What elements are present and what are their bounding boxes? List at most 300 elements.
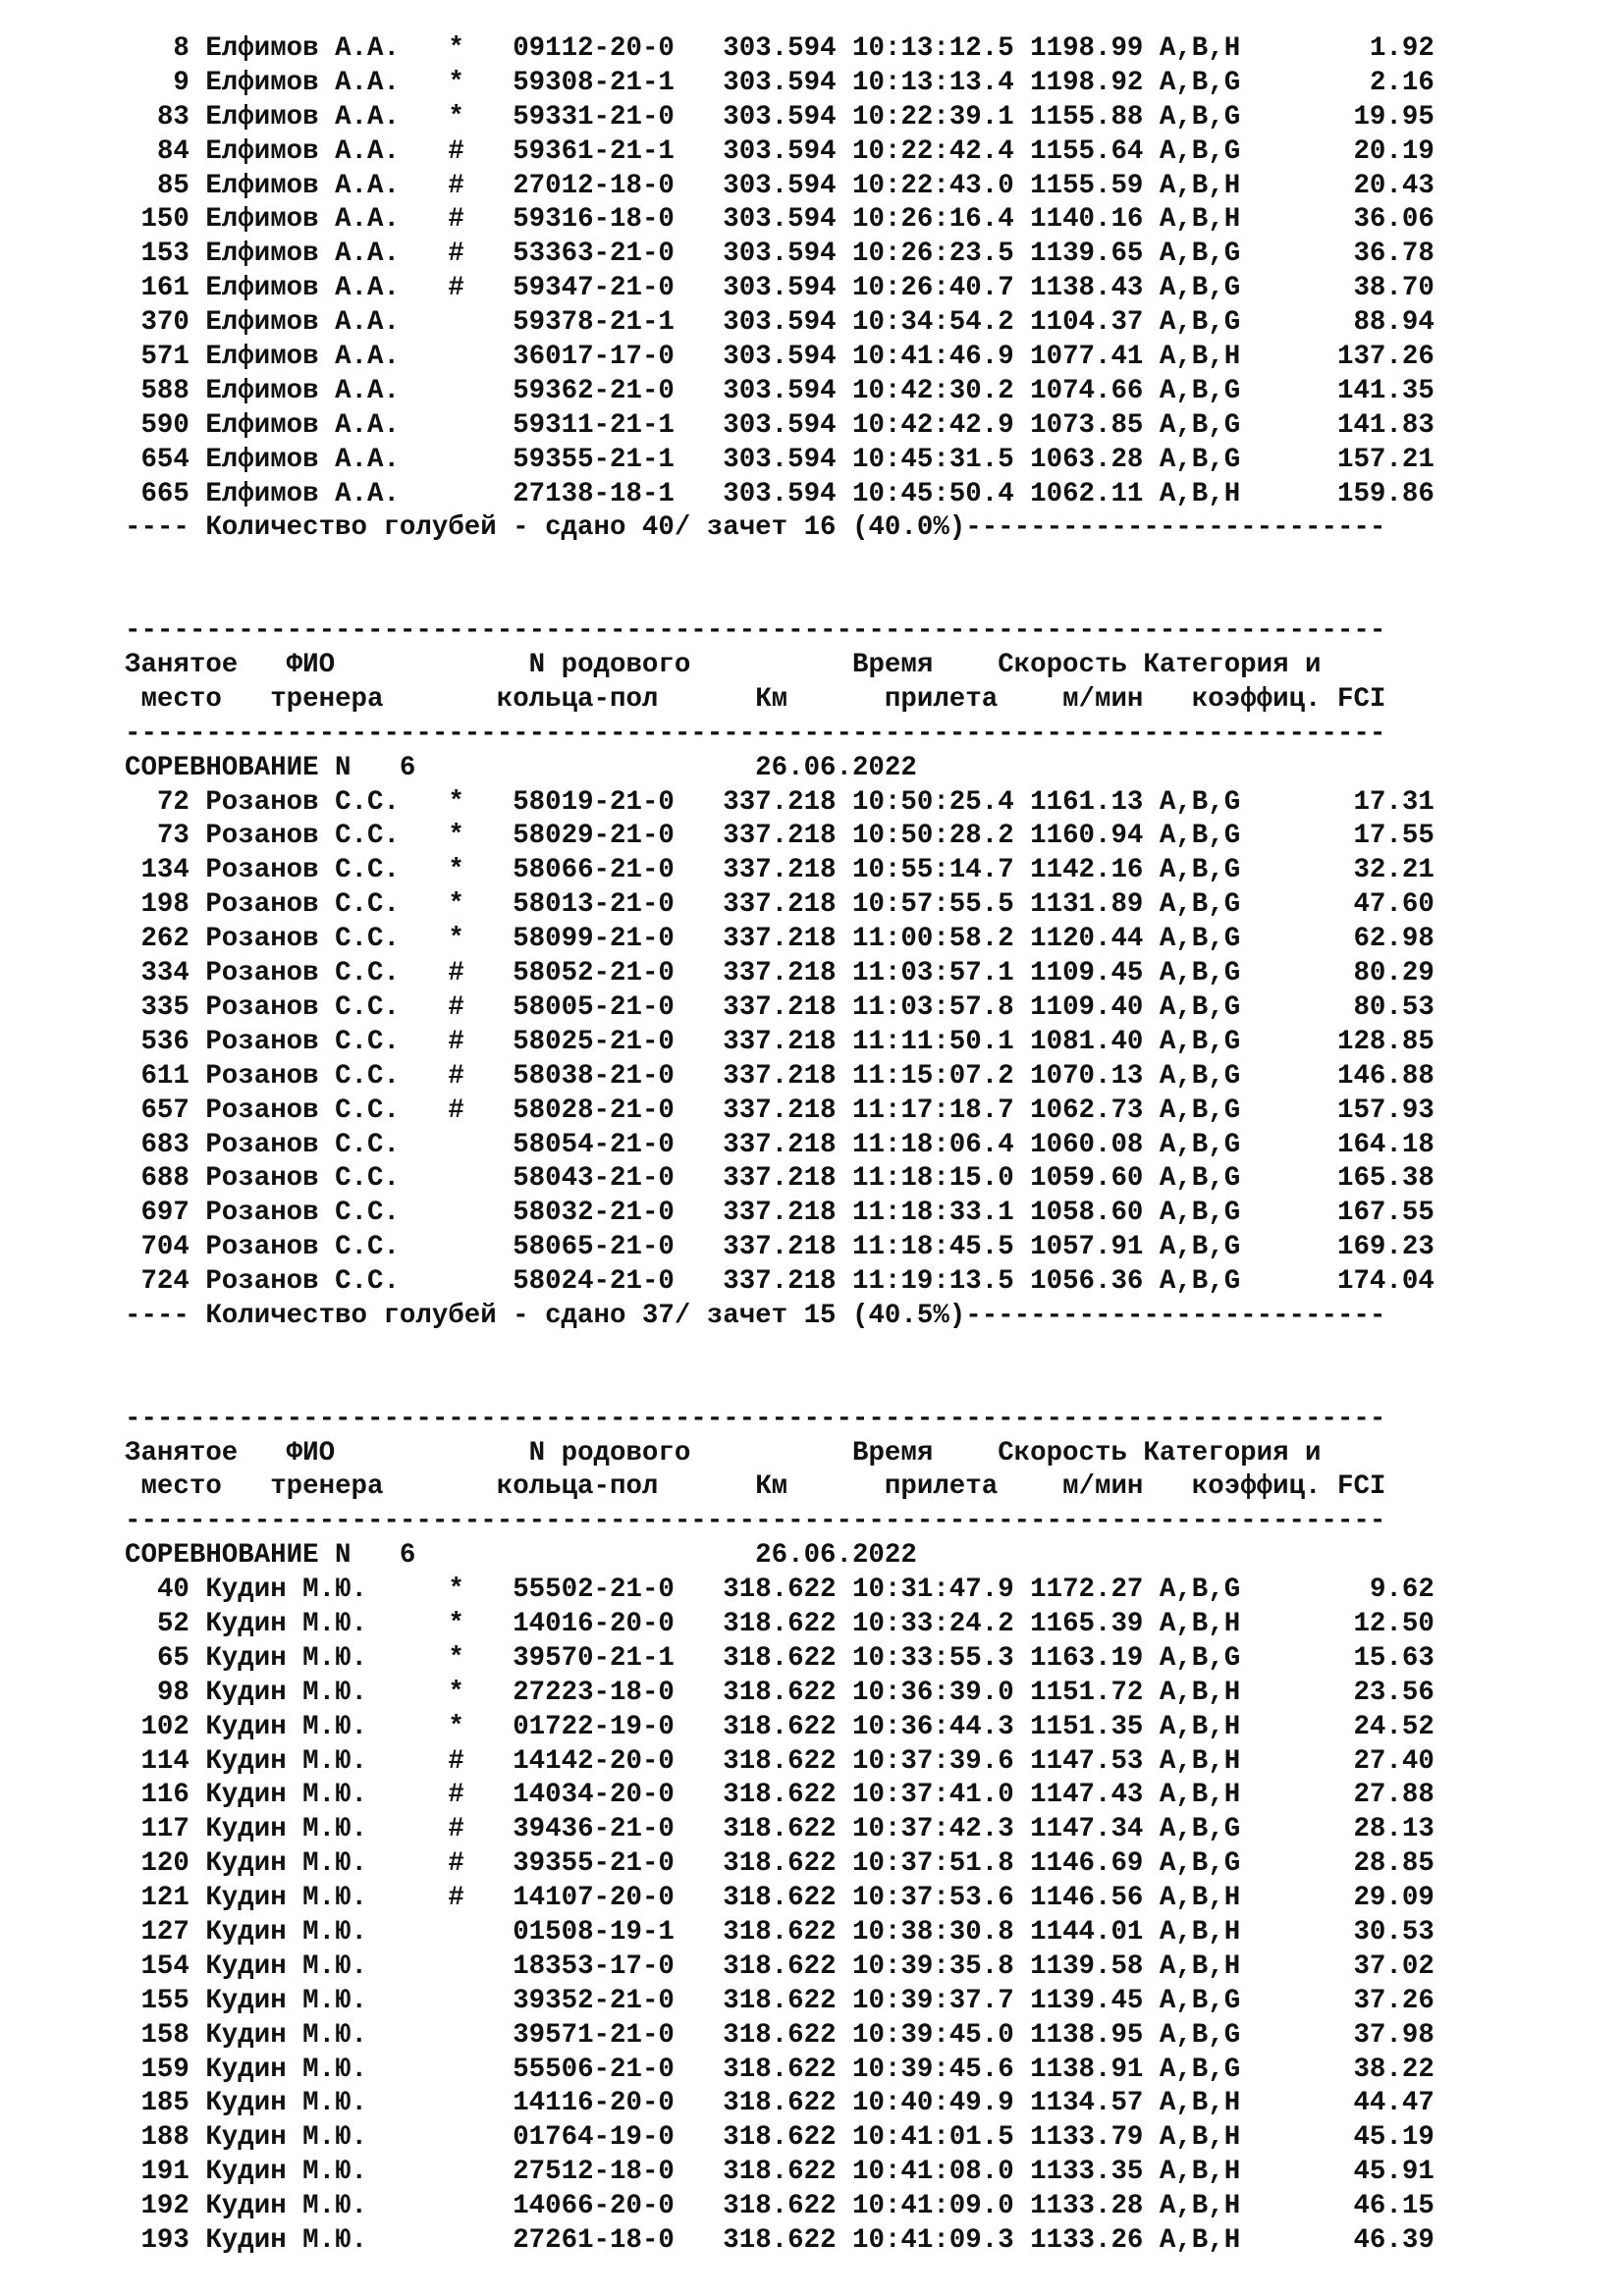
ring-number: 58028-21-0 [513, 1095, 675, 1126]
ring-number: 58054-21-0 [513, 1129, 675, 1160]
header-fci: FCI [1337, 683, 1386, 715]
distance-km: 337.218 [723, 855, 837, 886]
trainer-name: Розанов С.С. [205, 1129, 400, 1160]
category: A,B,H [1159, 2191, 1241, 2222]
trainer-name: Елфимов А.А. [205, 204, 400, 236]
column-header-line-1 [125, 649, 1435, 683]
fci-coefficient: 36.78 [1353, 239, 1435, 270]
header-time-2: прилета [884, 683, 999, 715]
trainer-name: Елфимов А.А. [205, 409, 400, 441]
trainer-name: Кудин М.Ю. [205, 1575, 367, 1606]
distance-km: 337.218 [723, 958, 837, 989]
trainer-name: Розанов С.С. [205, 1232, 400, 1263]
trainer-name: Кудин М.Ю. [205, 2191, 367, 2222]
counted-label: зачет [706, 1300, 788, 1331]
category: A,B,G [1159, 1266, 1241, 1298]
summary-line: ---- Количество голубей - сдано 40/ зачет 16 (40.0%)-------------------------- [125, 512, 1386, 544]
arrival-time: 10:50:28.2 [852, 821, 1014, 852]
speed: 1147.34 [1030, 1814, 1144, 1845]
summary-line: ---- Количество голубей - сдано 37/ зачет 15 (40.5%)-------------------------- [125, 1300, 1386, 1331]
ring-number: 39436-21-0 [513, 1814, 675, 1845]
place: 571 [140, 342, 189, 373]
distance-km: 318.622 [723, 2191, 837, 2222]
arrival-time: 10:22:43.0 [852, 170, 1014, 201]
category: A,B,G [1159, 135, 1241, 167]
arrival-time: 10:45:50.4 [852, 478, 1014, 509]
separator-line: ------------------------------------------------------------------------------ [125, 615, 1386, 647]
ring-number: 14142-20-0 [513, 1745, 675, 1777]
column-header-line-2 [125, 683, 1435, 718]
arrival-time: 10:33:24.2 [852, 1608, 1014, 1639]
summary-label: Количество голубей - сдано [205, 1300, 626, 1331]
place: 588 [140, 375, 189, 406]
place: 9 [173, 67, 189, 98]
speed: 1058.60 [1030, 1198, 1144, 1229]
place: 590 [140, 409, 189, 441]
mark: # [448, 170, 464, 201]
distance-km: 337.218 [723, 1198, 837, 1229]
fci-coefficient: 141.83 [1337, 409, 1435, 441]
distance-km: 303.594 [723, 409, 837, 441]
category: A,B,H [1159, 2122, 1241, 2154]
arrival-time: 11:18:06.4 [852, 1129, 1014, 1160]
category: A,B,G [1159, 273, 1241, 304]
place: 98 [156, 1677, 189, 1708]
ring-number: 59378-21-1 [513, 307, 675, 339]
place: 665 [140, 478, 189, 509]
fci-coefficient: 12.50 [1353, 1608, 1435, 1639]
trainer-name: Кудин М.Ю. [205, 1985, 367, 2016]
fci-coefficient: 20.19 [1353, 135, 1435, 167]
ring-number: 58065-21-0 [513, 1232, 675, 1263]
place: 153 [140, 239, 189, 270]
counted-percent: 40.5% [868, 1300, 949, 1331]
fci-coefficient: 29.09 [1353, 1883, 1435, 1914]
trainer-name: Розанов С.С. [205, 1060, 400, 1092]
table-row [125, 1642, 1435, 1677]
trainer-name: Розанов С.С. [205, 924, 400, 955]
ring-number: 01764-19-0 [513, 2122, 675, 2154]
header-place-2: место [140, 1471, 222, 1503]
category: A,B,H [1159, 2225, 1241, 2256]
fci-coefficient: 88.94 [1353, 307, 1435, 339]
place: 611 [140, 1060, 189, 1092]
speed: 1138.91 [1030, 2054, 1144, 2085]
fci-coefficient: 27.88 [1353, 1780, 1435, 1811]
arrival-time: 11:19:13.5 [852, 1266, 1014, 1298]
ring-number: 14107-20-0 [513, 1883, 675, 1914]
category: A,B,H [1159, 33, 1241, 64]
ring-number: 27138-18-1 [513, 478, 675, 509]
place: 83 [156, 101, 189, 133]
mark: # [448, 204, 464, 236]
place: 154 [140, 1950, 189, 1982]
distance-km: 303.594 [723, 375, 837, 406]
blank-line [125, 1368, 1435, 1403]
header-place-2: место [140, 683, 222, 715]
header-speed-2: м/мин [1062, 1471, 1144, 1503]
separator-line: ------------------------------------------------------------------------------ [125, 1403, 1386, 1434]
ring-number: 39352-21-0 [513, 1985, 675, 2016]
table-row [125, 1950, 1435, 1985]
header-fci: FCI [1337, 1471, 1386, 1503]
arrival-time: 10:36:44.3 [852, 1711, 1014, 1742]
speed: 1133.79 [1030, 2122, 1144, 2154]
trainer-name: Кудин М.Ю. [205, 1814, 367, 1845]
fci-coefficient: 24.52 [1353, 1711, 1435, 1742]
fci-coefficient: 27.40 [1353, 1745, 1435, 1777]
category: A,B,G [1159, 1575, 1241, 1606]
table-row [125, 1129, 1435, 1163]
ring-number: 59355-21-1 [513, 444, 675, 475]
place: 335 [140, 991, 189, 1023]
arrival-time: 10:50:25.4 [852, 786, 1014, 818]
mark: * [448, 786, 464, 818]
header-name-2: тренера [270, 683, 384, 715]
category: A,B,G [1159, 409, 1241, 441]
category: A,B,G [1159, 1232, 1241, 1263]
arrival-time: 11:18:45.5 [852, 1232, 1014, 1263]
speed: 1057.91 [1030, 1232, 1144, 1263]
table-row [125, 1711, 1435, 1745]
place: 114 [140, 1745, 189, 1777]
place: 188 [140, 2122, 189, 2154]
fci-coefficient: 157.21 [1337, 444, 1435, 475]
category: A,B,H [1159, 170, 1241, 201]
speed: 1133.26 [1030, 2225, 1144, 2256]
header-name-2: тренера [270, 1471, 384, 1503]
category: A,B,G [1159, 889, 1241, 921]
speed: 1139.45 [1030, 1985, 1144, 2016]
distance-km: 318.622 [723, 1745, 837, 1777]
distance-km: 318.622 [723, 1916, 837, 1948]
trainer-name: Елфимов А.А. [205, 273, 400, 304]
header-ring: N родового [528, 650, 691, 681]
table-row [125, 1745, 1435, 1780]
category: A,B,G [1159, 1129, 1241, 1160]
arrival-time: 11:18:15.0 [852, 1163, 1014, 1195]
mark: # [448, 991, 464, 1023]
trainer-name: Розанов С.С. [205, 786, 400, 818]
distance-km: 318.622 [723, 2225, 837, 2256]
arrival-time: 11:15:07.2 [852, 1060, 1014, 1092]
ring-number: 39571-21-0 [513, 2019, 675, 2051]
distance-km: 303.594 [723, 33, 837, 64]
ring-number: 09112-20-0 [513, 33, 675, 64]
header-ring-2: кольца-пол [496, 1471, 659, 1503]
fci-coefficient: 36.06 [1353, 204, 1435, 236]
fci-coefficient: 20.43 [1353, 170, 1435, 201]
distance-km: 318.622 [723, 1814, 837, 1845]
arrival-time: 10:22:42.4 [852, 135, 1014, 167]
mark: * [448, 1711, 464, 1742]
speed: 1172.27 [1030, 1575, 1144, 1606]
speed: 1131.89 [1030, 889, 1144, 921]
place: 52 [156, 1608, 189, 1639]
table-row [125, 203, 1435, 238]
place: 102 [140, 1711, 189, 1742]
table-row [125, 2224, 1435, 2259]
counted-label: зачет [706, 512, 788, 544]
mark: * [448, 1677, 464, 1708]
category: A,B,G [1159, 1163, 1241, 1195]
category: A,B,G [1159, 1814, 1241, 1845]
arrival-time: 10:41:01.5 [852, 2122, 1014, 2154]
ring-number: 59347-21-0 [513, 273, 675, 304]
category: A,B,H [1159, 1608, 1241, 1639]
table-row [125, 820, 1435, 854]
trainer-name: Елфимов А.А. [205, 478, 400, 509]
category: A,B,G [1159, 1848, 1241, 1880]
header-time-2: прилета [884, 1471, 999, 1503]
table-row [125, 2019, 1435, 2054]
arrival-time: 10:37:42.3 [852, 1814, 1014, 1845]
place: 159 [140, 2054, 189, 2085]
table-row [125, 923, 1435, 957]
header-category: Категория и [1143, 650, 1322, 681]
speed: 1059.60 [1030, 1163, 1144, 1195]
table-row [125, 101, 1435, 135]
fci-coefficient: 19.95 [1353, 101, 1435, 133]
fci-coefficient: 37.98 [1353, 2019, 1435, 2051]
category: A,B,G [1159, 786, 1241, 818]
header-ring: N родового [528, 1437, 691, 1468]
arrival-time: 10:22:39.1 [852, 101, 1014, 133]
table-row [125, 1162, 1435, 1197]
header-place: Занятое [125, 650, 239, 681]
header-speed: Скорость [998, 1437, 1127, 1468]
category: A,B,H [1159, 1916, 1241, 1948]
category: A,B,G [1159, 991, 1241, 1023]
ring-number: 59361-21-1 [513, 135, 675, 167]
trainer-name: Кудин М.Ю. [205, 2019, 367, 2051]
fci-coefficient: 141.35 [1337, 375, 1435, 406]
trainer-name: Розанов С.С. [205, 1163, 400, 1195]
distance-km: 337.218 [723, 1232, 837, 1263]
table-row [125, 2087, 1435, 2121]
mark: * [448, 821, 464, 852]
arrival-time: 10:26:23.5 [852, 239, 1014, 270]
speed: 1198.99 [1030, 33, 1144, 64]
fci-coefficient: 159.86 [1337, 478, 1435, 509]
distance-km: 318.622 [723, 2157, 837, 2188]
place: 688 [140, 1163, 189, 1195]
competition-date: 26.06.2022 [755, 1540, 917, 1572]
arrival-time: 10:45:31.5 [852, 444, 1014, 475]
arrival-time: 11:03:57.1 [852, 958, 1014, 989]
arrival-time: 11:11:50.1 [852, 1026, 1014, 1057]
distance-km: 318.622 [723, 1985, 837, 2016]
distance-km: 318.622 [723, 1848, 837, 1880]
distance-km: 318.622 [723, 1950, 837, 1982]
table-row [125, 2190, 1435, 2224]
place: 84 [156, 135, 189, 167]
table-row [125, 1985, 1435, 2019]
fci-coefficient: 46.15 [1353, 2191, 1435, 2222]
place: 73 [156, 821, 189, 852]
speed: 1160.94 [1030, 821, 1144, 852]
place: 65 [156, 1642, 189, 1674]
summary-label: Количество голубей - сдано [205, 512, 626, 544]
fci-coefficient: 38.22 [1353, 2054, 1435, 2085]
place: 85 [156, 170, 189, 201]
arrival-time: 10:55:14.7 [852, 855, 1014, 886]
table-row [125, 170, 1435, 204]
place: 161 [140, 273, 189, 304]
fci-coefficient: 169.23 [1337, 1232, 1435, 1263]
distance-km: 318.622 [723, 1711, 837, 1742]
mark: # [448, 1095, 464, 1126]
fci-coefficient: 45.19 [1353, 2122, 1435, 2154]
ring-number: 58019-21-0 [513, 786, 675, 818]
table-row [125, 1095, 1435, 1129]
speed: 1142.16 [1030, 855, 1144, 886]
mark: # [448, 1814, 464, 1845]
blank-line [125, 580, 1435, 614]
arrival-time: 10:26:40.7 [852, 273, 1014, 304]
ring-number: 58025-21-0 [513, 1026, 675, 1057]
distance-km: 337.218 [723, 1095, 837, 1126]
speed: 1165.39 [1030, 1608, 1144, 1639]
mark: # [448, 1883, 464, 1914]
speed: 1146.56 [1030, 1883, 1144, 1914]
table-row [125, 1197, 1435, 1231]
table-row [125, 1882, 1435, 1916]
speed: 1077.41 [1030, 342, 1144, 373]
table-row [125, 341, 1435, 375]
speed: 1138.95 [1030, 2019, 1144, 2051]
ring-number: 01722-19-0 [513, 1711, 675, 1742]
trainer-name: Елфимов А.А. [205, 342, 400, 373]
table-row [125, 1060, 1435, 1095]
competition-label: СОРЕВНОВАНИЕ N [125, 752, 352, 783]
trainer-name: Розанов С.С. [205, 1266, 400, 1298]
ring-number: 59362-21-0 [513, 375, 675, 406]
place: 72 [156, 786, 189, 818]
place: 262 [140, 924, 189, 955]
table-row [125, 1813, 1435, 1847]
fci-coefficient: 174.04 [1337, 1266, 1435, 1298]
ring-number: 27223-18-0 [513, 1677, 675, 1708]
fci-coefficient: 157.93 [1337, 1095, 1435, 1126]
ring-number: 39570-21-1 [513, 1642, 675, 1674]
trainer-name: Кудин М.Ю. [205, 2122, 367, 2154]
competition-label: СОРЕВНОВАНИЕ N [125, 1540, 352, 1572]
category: A,B,H [1159, 204, 1241, 236]
fci-coefficient: 2.16 [1369, 67, 1435, 98]
distance-km: 318.622 [723, 1883, 837, 1914]
trainer-name: Кудин М.Ю. [205, 1642, 367, 1674]
fci-coefficient: 9.62 [1369, 1575, 1435, 1606]
mark: # [448, 1745, 464, 1777]
table-row [125, 409, 1435, 444]
category: A,B,G [1159, 67, 1241, 98]
trainer-name: Кудин М.Ю. [205, 1677, 367, 1708]
distance-km: 318.622 [723, 2122, 837, 2154]
distance-km: 337.218 [723, 1026, 837, 1057]
ring-number: 59331-21-0 [513, 101, 675, 133]
arrival-time: 10:38:30.8 [852, 1916, 1014, 1948]
category: A,B,G [1159, 307, 1241, 339]
category: A,B,G [1159, 1198, 1241, 1229]
speed: 1139.58 [1030, 1950, 1144, 1982]
trainer-name: Розанов С.С. [205, 821, 400, 852]
distance-km: 303.594 [723, 444, 837, 475]
category: A,B,H [1159, 342, 1241, 373]
category: A,B,G [1159, 1985, 1241, 2016]
arrival-time: 10:41:09.3 [852, 2225, 1014, 2256]
category: A,B,H [1159, 1711, 1241, 1742]
header-speed: Скорость [998, 650, 1127, 681]
trainer-name: Розанов С.С. [205, 889, 400, 921]
header-category: Категория и [1143, 1437, 1322, 1468]
table-row [125, 478, 1435, 512]
place: 536 [140, 1026, 189, 1057]
mark: # [448, 1848, 464, 1880]
arrival-time: 10:39:35.8 [852, 1950, 1014, 1982]
fci-coefficient: 1.92 [1369, 33, 1435, 64]
arrival-time: 10:42:42.9 [852, 409, 1014, 441]
trainer-name: Кудин М.Ю. [205, 1883, 367, 1914]
category: A,B,H [1159, 1677, 1241, 1708]
table-row [125, 1677, 1435, 1711]
category: A,B,H [1159, 478, 1241, 509]
arrival-time: 10:40:49.9 [852, 2088, 1014, 2119]
table-row [125, 957, 1435, 991]
fci-coefficient: 23.56 [1353, 1677, 1435, 1708]
category: A,B,G [1159, 855, 1241, 886]
fci-coefficient: 80.29 [1353, 958, 1435, 989]
place: 185 [140, 2088, 189, 2119]
arrival-time: 10:41:08.0 [852, 2157, 1014, 2188]
arrival-time: 11:00:58.2 [852, 924, 1014, 955]
distance-km: 303.594 [723, 204, 837, 236]
place: 192 [140, 2191, 189, 2222]
table-row [125, 1231, 1435, 1265]
place: 657 [140, 1095, 189, 1126]
trainer-name: Розанов С.С. [205, 1095, 400, 1126]
distance-km: 303.594 [723, 342, 837, 373]
speed: 1138.43 [1030, 273, 1144, 304]
table-row [125, 1608, 1435, 1642]
category: A,B,G [1159, 2054, 1241, 2085]
distance-km: 337.218 [723, 924, 837, 955]
table-row [125, 135, 1435, 170]
speed: 1062.11 [1030, 478, 1144, 509]
place: 40 [156, 1575, 189, 1606]
table-row [125, 272, 1435, 306]
fci-coefficient: 17.31 [1353, 786, 1435, 818]
ring-number: 18353-17-0 [513, 1950, 675, 1982]
distance-km: 303.594 [723, 135, 837, 167]
place: 127 [140, 1916, 189, 1948]
table-row [125, 1026, 1435, 1060]
speed: 1198.92 [1030, 67, 1144, 98]
results-sheet [125, 32, 1435, 2259]
trainer-name: Елфимов А.А. [205, 33, 400, 64]
place: 654 [140, 444, 189, 475]
fci-coefficient: 28.13 [1353, 1814, 1435, 1845]
arrival-time: 10:37:51.8 [852, 1848, 1014, 1880]
category: A,B,G [1159, 1642, 1241, 1674]
speed: 1109.40 [1030, 991, 1144, 1023]
competition-line [125, 1539, 1435, 1574]
header-ring-2: кольца-пол [496, 683, 659, 715]
place: 134 [140, 855, 189, 886]
fci-coefficient: 146.88 [1337, 1060, 1435, 1092]
distance-km: 337.218 [723, 889, 837, 921]
speed: 1074.66 [1030, 375, 1144, 406]
